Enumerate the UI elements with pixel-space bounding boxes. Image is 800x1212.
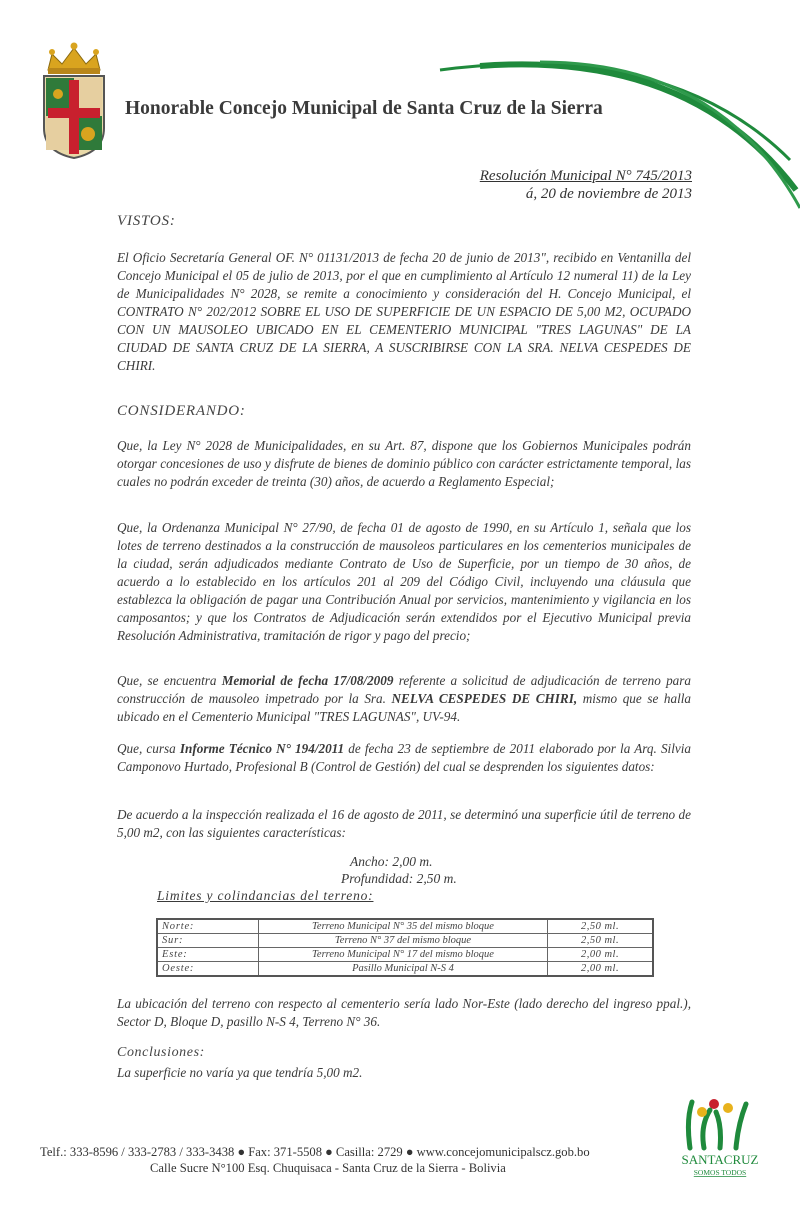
coat-of-arms-icon — [38, 40, 110, 160]
limit-side: Sur: — [157, 934, 259, 948]
table-row — [157, 962, 653, 977]
limit-description: Pasillo Municipal N-S 4 — [259, 962, 548, 977]
limit-description: Terreno N° 37 del mismo bloque — [259, 934, 548, 948]
considerando-heading: CONSIDERANDO: — [117, 403, 246, 419]
crown-icon — [48, 43, 100, 75]
resolution-number: Resolución Municipal N° 745/2013 — [479, 168, 692, 184]
width-measure: Ancho: 2,00 m. — [350, 854, 433, 869]
conclusions-heading: Conclusiones: — [117, 1045, 205, 1060]
considerando-paragraph-5: De acuerdo a la inspección realizada el 16 de agosto de 2011, se determinó una superficie útil de terreno de 5,00 m2, con las siguientes características: — [117, 807, 691, 840]
limit-description: Terreno Municipal N° 35 del mismo bloque — [259, 919, 548, 934]
santacruz-logo — [680, 1090, 760, 1180]
limits-title: Limites y colindancias del terreno: — [157, 888, 374, 903]
conclusions-text: La superficie no varía ya que tendría 5,00 m2. — [117, 1065, 363, 1080]
limit-description: Terreno Municipal N° 17 del mismo bloque — [259, 948, 548, 962]
limit-side: Oeste: — [157, 962, 259, 977]
vistos-heading: VISTOS: — [117, 213, 176, 229]
depth-measure: Profundidad: 2,50 m. — [341, 871, 457, 886]
technical-report-reference: Informe Técnico N° 194/2011 — [179, 741, 345, 756]
limits-table — [156, 918, 654, 977]
organization-title: Honorable Concejo Municipal de Santa Cruz de la Sierra — [125, 98, 603, 119]
memorial-reference: Memorial de fecha 17/08/2009 — [221, 673, 394, 688]
logo-line-2: SOMOS TODOS — [693, 1168, 747, 1177]
limit-size: 2,00 ml. — [548, 962, 654, 977]
vistos-paragraph: El Oficio Secretaría General OF. N° 01131/2013 de fecha 20 de junio de 2013", recibido en Ventanilla del Concejo Municipal el 05 de julio de 2013, por el que en cumplimiento al Artículo 12 numeral 11) de la Ley de Municipalidades N° 2028, se remite a conocimiento y consideración del H. Concejo Municipal, el CONTRATO N° 202/2012 SOBRE EL USO DE SUPERFICIE DE UN ESPACIO DE 5,00 M2, OCUPADO CON UN MAUSOLEO UBICADO EN EL CEMENTERIO MUNICIPAL "TRES LAGUNAS" DE LA CIUDAD DE SANTA CRUZ DE LA SIERRA, A SUSCRIBIRSE CON LA SRA. NELVA CESPEDES DE CHIRI. — [117, 250, 691, 373]
table-row — [157, 919, 653, 934]
table-row — [157, 948, 653, 962]
limit-side: Norte: — [157, 919, 259, 934]
resolution-date: á, 20 de noviembre de 2013 — [525, 186, 692, 202]
considerando-paragraph-1: Que, la Ley N° 2028 de Municipalidades, en su Art. 87, dispone que los Gobiernos Municipales podrán otorgar concesiones de uso y disfrute de bienes de dominio público con carácter estrictamente temporal, las cuales no podrán exceder de treinta (30) años, de acuerdo a Reglamento Especial; — [117, 438, 691, 489]
limit-size: 2,00 ml. — [548, 948, 654, 962]
footer-contacts: Telf.: 333-8596 / 333-2783 / 333-3438 ● Fax: 371-5508 ● Casilla: 2729 ● www.concejomunicipalscz.gob.bo — [40, 1145, 590, 1159]
considerando-paragraph-2: Que, la Ordenanza Municipal N° 27/90, de fecha 01 de agosto de 1990, en su Artículo 1, señala que los lotes de terreno destinados a la construcción de mausoleos particulares en los cementerios municipales de la ciudad, serán adjudicados mediante Contrato de Uso de Superficie, por un tiempo de 30 años, de acuerdo a lo establecido en los artículos 201 al 209 del Código Civil, incluyendo una cláusula que establezca la obligación de pagar una Contribución Anual por servicios, mantenimiento y vigilancia en los camposantos; y que los Contratos de Adjudicación serán extendidos por el Ejecutivo Municipal previa Resolución Administrativa, tramitación de rigor y pago del precio; — [117, 520, 691, 643]
considerando-paragraph-3: Que, se encuentra Memorial de fecha 17/08/2009 referente a solicitud de adjudicación de terreno para construcción de mausoleo impetrado por la Sra. NELVA CESPEDES DE CHIRI, mismo que se halla ubicado en el Cementerio Municipal "TRES LAGUNAS", UV-94. — [117, 673, 691, 724]
footer-address: Calle Sucre N°100 Esq. Chuquisaca - Santa Cruz de la Sierra - Bolivia — [150, 1161, 506, 1175]
considerando-paragraph-4: Que, cursa Informe Técnico N° 194/2011 de fecha 23 de septiembre de 2011 elaborado por la Arq. Silvia Camponovo Hurtado, Profesional B (Control de Gestión) del cual se desprenden los siguientes datos: — [117, 741, 691, 774]
table-row — [157, 934, 653, 948]
limit-size: 2,50 ml. — [548, 934, 654, 948]
location-paragraph: La ubicación del terreno con respecto al cementerio sería lado Nor-Este (lado derecho del ingreso ppal.), Sector D, Bloque D, pasillo N-S 4, Terreno N° 36. — [117, 996, 691, 1029]
people-figures-icon — [688, 1099, 746, 1148]
logo-line-1: SANTACRUZ — [681, 1152, 759, 1167]
applicant-name: NELVA CESPEDES DE CHIRI, — [391, 691, 578, 706]
limit-side: Este: — [157, 948, 259, 962]
limit-size: 2,50 ml. — [548, 919, 654, 934]
